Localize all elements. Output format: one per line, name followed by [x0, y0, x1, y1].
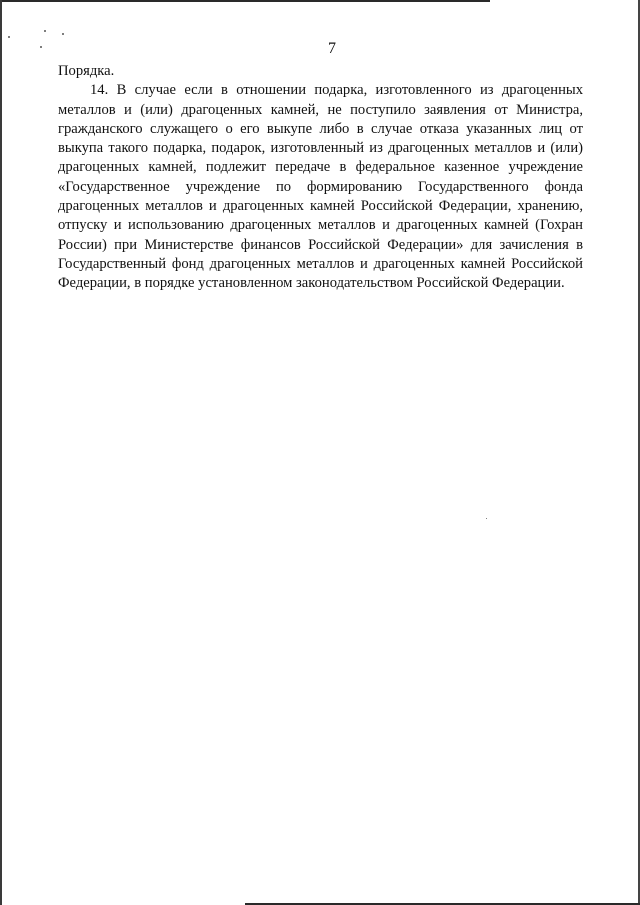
text-line: драгоценных камней, подлежит передаче в федеральное казенное учреждение — [58, 159, 583, 176]
page-number: 7 — [328, 40, 336, 57]
text-line: Порядка. — [58, 63, 115, 79]
text-line: выкупа такого подарка, подарок, изготовленный из драгоценных металлов и (или) — [58, 140, 583, 157]
scan-edge-left — [0, 0, 2, 905]
text-line: драгоценных металлов и драгоценных камней Российской Федерации, хранению, — [58, 198, 583, 215]
text-line: гражданского служащего о его выкупе либо в случае отказа указанных лиц от — [58, 120, 583, 137]
text-line: металлов и (или) драгоценных камней, не поступило заявления от Министра, — [58, 101, 583, 118]
scan-edge-top — [0, 0, 490, 2]
text-line: отпуску и использованию драгоценных металлов и драгоценных камней (Гохран — [58, 217, 583, 234]
text-line: Федерации, в порядке установленном законодательством Российской Федерации. — [58, 275, 565, 292]
scan-speck — [486, 518, 487, 519]
scan-speck — [44, 30, 46, 32]
text-line: «Государственное учреждение по формированию Государственного фонда — [58, 178, 583, 195]
document-body — [58, 62, 583, 294]
scan-speck — [62, 33, 64, 35]
text-line: Государственный фонд драгоценных металлов и драгоценных камней Российской — [58, 255, 583, 272]
text-line: России) при Министерстве финансов Российской Федерации» для зачисления в — [58, 236, 583, 253]
text-line: 14. В случае если в отношении подарка, изготовленного из драгоценных — [90, 82, 583, 99]
scan-speck — [8, 36, 10, 38]
